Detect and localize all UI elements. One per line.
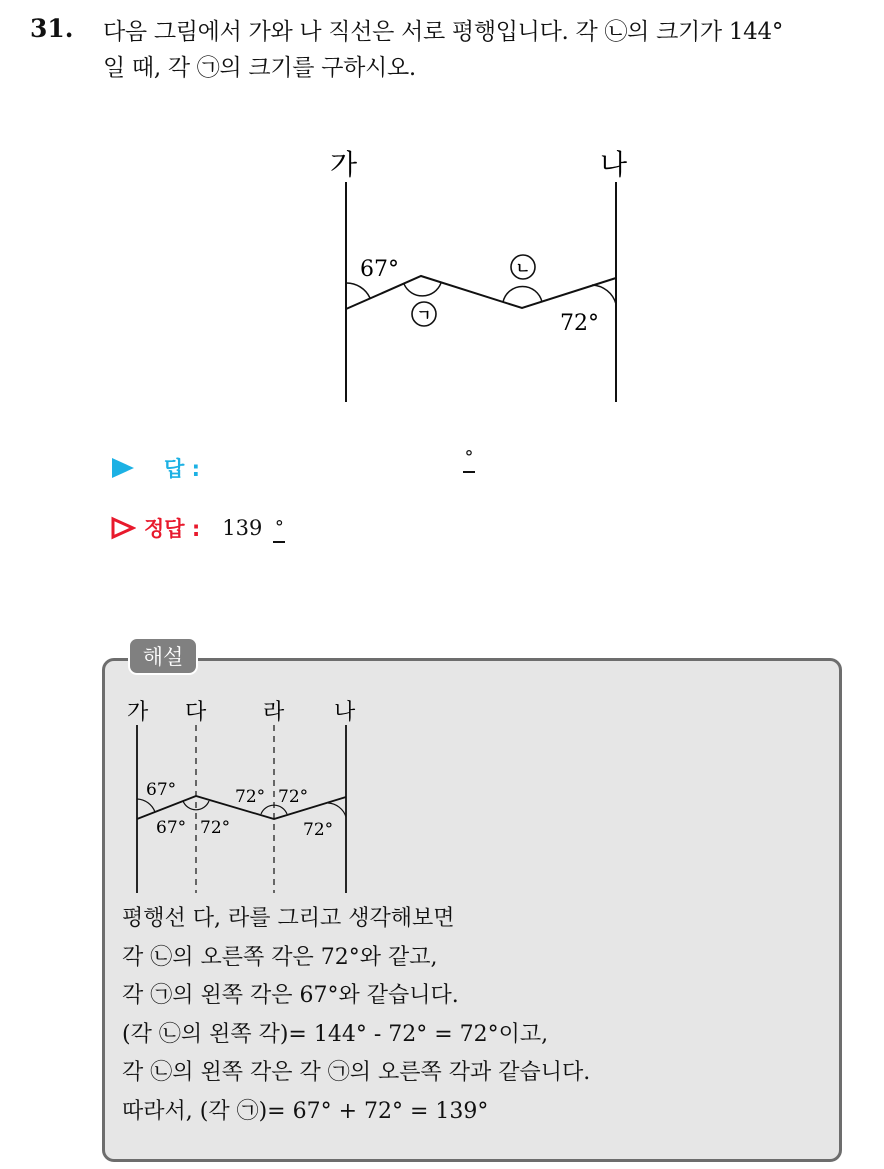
- arc-giyeok: [404, 283, 441, 296]
- sol-label-ra: 라: [263, 700, 285, 725]
- solution-figure: [122, 695, 372, 895]
- answer-row: [110, 448, 200, 488]
- sol-label-na: 나: [334, 700, 356, 725]
- question-text: [103, 14, 873, 86]
- sol-label-da: 다: [185, 700, 207, 725]
- sol-angle-67-bottom: 67°: [156, 818, 187, 838]
- arc-67: [346, 283, 370, 298]
- sol-angle-72-c: 72°: [278, 787, 309, 807]
- correct-degree-unit: °: [272, 519, 286, 537]
- solution-text: [122, 900, 822, 1131]
- question-number: 31.: [30, 14, 74, 43]
- solution-tab: 해설: [128, 637, 198, 675]
- solution-line: 각 ㉡의 오른쪽 각은 72°와 같고,: [122, 944, 438, 970]
- angle-67-label: 67°: [360, 257, 399, 282]
- answer-label: 답 :: [164, 457, 200, 481]
- play-arrow-icon: [110, 456, 136, 480]
- mark-nieun: ㄴ: [515, 259, 531, 277]
- line-b-label: 나: [600, 148, 628, 181]
- correct-answer-row: [110, 508, 286, 548]
- sol-angle-72-d: 72°: [303, 820, 334, 840]
- sol-label-ga: 가: [127, 700, 149, 725]
- solution-line: 따라서, (각 ㉠)= 67° + 72° = 139°: [122, 1098, 489, 1124]
- line-a-label: 가: [330, 148, 358, 181]
- answer-degree-unit: °: [462, 449, 476, 467]
- solution-line: 평행선 다, 라를 그리고 생각해보면: [122, 906, 455, 931]
- solution-line: (각 ㉡의 왼쪽 각)= 144° - 72° = 72°이고,: [122, 1021, 549, 1047]
- question-line-2: 일 때, 각 ㉠의 크기를 구하시오.: [103, 55, 416, 81]
- solution-line: 각 ㉠의 왼쪽 각은 67°와 같습니다.: [122, 983, 459, 1008]
- sol-angle-67-top: 67°: [146, 780, 177, 800]
- sol-arc-right: [328, 803, 346, 817]
- correct-value: 139: [222, 516, 263, 540]
- answer-blank[interactable]: [452, 448, 476, 467]
- arc-nieun: [503, 286, 542, 302]
- question-line-1: 다음 그림에서 가와 나 직선은 서로 평행입니다. 각 ㉡의 크기가 144°: [103, 19, 784, 45]
- outline-arrow-icon: [110, 516, 136, 540]
- sol-angle-72-a: 72°: [200, 818, 231, 838]
- angle-72-label: 72°: [560, 311, 599, 336]
- parallel-lines-figure: [320, 140, 630, 410]
- mark-giyeok: ㄱ: [416, 306, 432, 324]
- sol-angle-72-b: 72°: [235, 787, 266, 807]
- sol-arc-left: [137, 799, 155, 812]
- arc-72: [592, 285, 616, 304]
- solution-line: 각 ㉡의 왼쪽 각은 각 ㉠의 오른쪽 각과 같습니다.: [122, 1060, 591, 1085]
- correct-label: 정답 :: [144, 517, 201, 541]
